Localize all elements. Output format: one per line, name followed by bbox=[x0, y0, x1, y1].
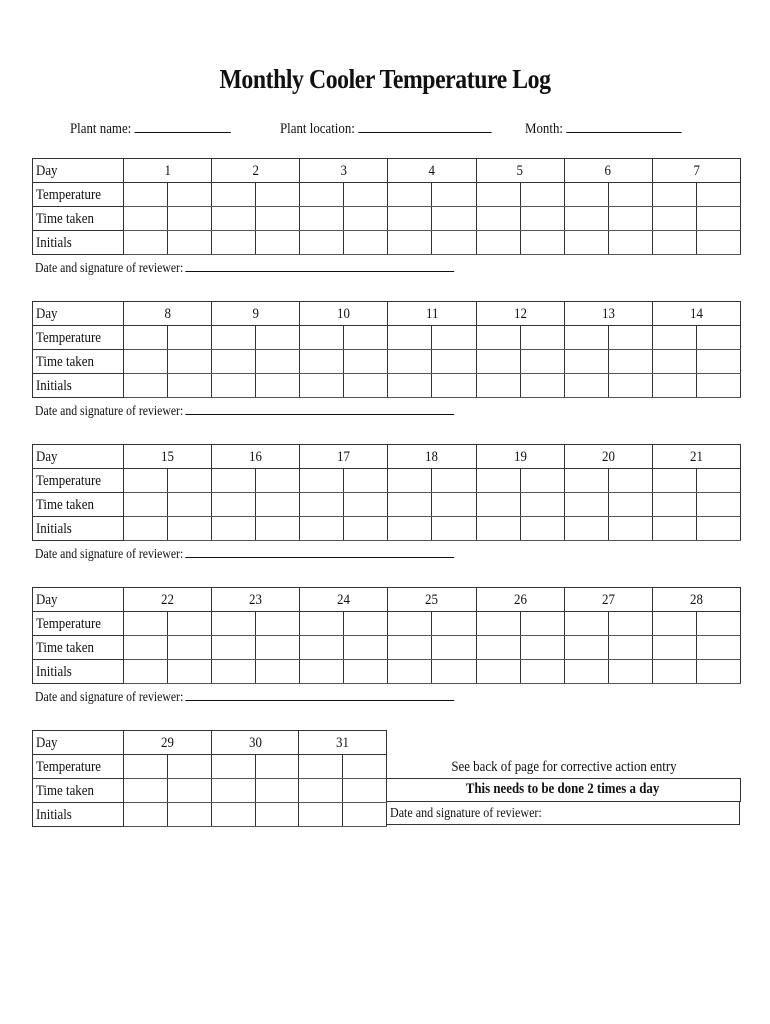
entry-cell[interactable] bbox=[564, 326, 608, 350]
entry-cell[interactable] bbox=[343, 779, 387, 803]
entry-cell[interactable] bbox=[388, 374, 432, 398]
entry-cell[interactable] bbox=[564, 374, 608, 398]
entry-cell[interactable] bbox=[300, 231, 344, 255]
entry-cell[interactable] bbox=[256, 350, 300, 374]
row-initials bbox=[33, 374, 741, 398]
entry-cell[interactable] bbox=[652, 493, 696, 517]
row-label: Initials bbox=[33, 374, 124, 398]
entry-cell[interactable] bbox=[212, 207, 256, 231]
entry-cell[interactable] bbox=[168, 183, 212, 207]
entry-cell[interactable] bbox=[256, 660, 300, 684]
entry-cell[interactable] bbox=[652, 660, 696, 684]
entry-cell[interactable] bbox=[696, 326, 740, 350]
corrective-action-note: See back of page for corrective action entry bbox=[386, 756, 741, 779]
entry-cell[interactable] bbox=[167, 755, 211, 779]
entry-cell[interactable] bbox=[696, 612, 740, 636]
day-number: 28 bbox=[652, 588, 740, 612]
row-label: Temperature bbox=[33, 612, 124, 636]
entry-cell[interactable] bbox=[476, 493, 520, 517]
entry-cell[interactable] bbox=[608, 636, 652, 660]
entry-cell[interactable] bbox=[124, 326, 168, 350]
entry-cell[interactable] bbox=[300, 374, 344, 398]
row-initials bbox=[33, 660, 741, 684]
row-day bbox=[33, 302, 741, 326]
plant-name-label: Plant name: bbox=[70, 121, 132, 137]
signature-line[interactable] bbox=[186, 259, 455, 272]
entry-cell[interactable] bbox=[255, 803, 299, 827]
reviewer-signature-field[interactable] bbox=[35, 402, 455, 420]
entry-cell[interactable] bbox=[608, 183, 652, 207]
entry-cell[interactable] bbox=[300, 517, 344, 541]
row-initials bbox=[33, 803, 387, 827]
row-label: Time taken bbox=[33, 493, 124, 517]
entry-cell[interactable] bbox=[476, 469, 520, 493]
day-number: 31 bbox=[299, 731, 387, 755]
entry-cell[interactable] bbox=[212, 183, 256, 207]
entry-cell[interactable] bbox=[520, 660, 564, 684]
entry-cell[interactable] bbox=[256, 636, 300, 660]
entry-cell[interactable] bbox=[344, 660, 388, 684]
month-blank[interactable] bbox=[566, 118, 681, 133]
entry-cell[interactable] bbox=[344, 493, 388, 517]
entry-cell[interactable] bbox=[300, 350, 344, 374]
entry-cell[interactable] bbox=[564, 517, 608, 541]
entry-cell[interactable] bbox=[212, 374, 256, 398]
entry-cell[interactable] bbox=[564, 469, 608, 493]
entry-cell[interactable] bbox=[696, 231, 740, 255]
signature-line[interactable] bbox=[186, 545, 455, 558]
entry-cell[interactable] bbox=[168, 231, 212, 255]
day-number: 10 bbox=[300, 302, 388, 326]
entry-cell[interactable] bbox=[432, 183, 476, 207]
week-table bbox=[32, 587, 741, 684]
row-label: Initials bbox=[33, 517, 124, 541]
signature-line[interactable] bbox=[186, 402, 455, 415]
row-label: Day bbox=[33, 731, 124, 755]
entry-cell[interactable] bbox=[388, 517, 432, 541]
row-label: Time taken bbox=[33, 350, 124, 374]
entry-cell[interactable] bbox=[168, 660, 212, 684]
row-temperature bbox=[33, 326, 741, 350]
entry-cell[interactable] bbox=[564, 350, 608, 374]
entry-cell[interactable] bbox=[564, 207, 608, 231]
entry-cell[interactable] bbox=[124, 231, 168, 255]
entry-cell[interactable] bbox=[168, 612, 212, 636]
row-day bbox=[33, 731, 387, 755]
row-label: Temperature bbox=[33, 183, 124, 207]
entry-cell[interactable] bbox=[696, 469, 740, 493]
day-number: 4 bbox=[388, 159, 476, 183]
entry-cell[interactable] bbox=[520, 517, 564, 541]
entry-cell[interactable] bbox=[168, 326, 212, 350]
entry-cell[interactable] bbox=[388, 350, 432, 374]
entry-cell[interactable] bbox=[476, 183, 520, 207]
entry-cell[interactable] bbox=[432, 231, 476, 255]
entry-cell[interactable] bbox=[124, 207, 168, 231]
entry-cell[interactable] bbox=[652, 374, 696, 398]
entry-cell[interactable] bbox=[300, 612, 344, 636]
entry-cell[interactable] bbox=[476, 207, 520, 231]
entry-cell[interactable] bbox=[344, 326, 388, 350]
entry-cell[interactable] bbox=[652, 231, 696, 255]
entry-cell[interactable] bbox=[300, 207, 344, 231]
entry-cell[interactable] bbox=[344, 350, 388, 374]
day-number: 15 bbox=[124, 445, 212, 469]
entry-cell[interactable] bbox=[388, 469, 432, 493]
entry-cell[interactable] bbox=[432, 326, 476, 350]
entry-cell[interactable] bbox=[388, 326, 432, 350]
row-label: Day bbox=[33, 302, 124, 326]
entry-cell[interactable] bbox=[388, 636, 432, 660]
day-number: 1 bbox=[124, 159, 212, 183]
entry-cell[interactable] bbox=[255, 779, 299, 803]
entry-cell[interactable] bbox=[476, 636, 520, 660]
final-reviewer-field[interactable]: Date and signature of reviewer: bbox=[386, 802, 740, 825]
entry-cell[interactable] bbox=[344, 517, 388, 541]
entry-cell[interactable] bbox=[300, 326, 344, 350]
entry-cell[interactable] bbox=[168, 374, 212, 398]
entry-cell[interactable] bbox=[520, 350, 564, 374]
entry-cell[interactable] bbox=[564, 636, 608, 660]
entry-cell[interactable] bbox=[652, 207, 696, 231]
plant-location-field[interactable] bbox=[280, 118, 491, 138]
day-number: 14 bbox=[652, 302, 740, 326]
month-field[interactable] bbox=[525, 118, 681, 138]
entry-cell[interactable] bbox=[299, 803, 343, 827]
reviewer-label: Date and signature of reviewer: bbox=[35, 690, 184, 705]
row-label: Temperature bbox=[33, 755, 124, 779]
day-number: 30 bbox=[211, 731, 299, 755]
plant-name-field[interactable] bbox=[70, 118, 231, 138]
entry-cell[interactable] bbox=[652, 183, 696, 207]
entry-cell[interactable] bbox=[608, 326, 652, 350]
entry-cell[interactable] bbox=[168, 493, 212, 517]
row-time-taken bbox=[33, 493, 741, 517]
week-table bbox=[32, 730, 387, 827]
entry-cell[interactable] bbox=[344, 469, 388, 493]
entry-cell[interactable] bbox=[432, 517, 476, 541]
entry-cell[interactable] bbox=[124, 469, 168, 493]
row-time-taken bbox=[33, 207, 741, 231]
entry-cell[interactable] bbox=[476, 326, 520, 350]
entry-cell[interactable] bbox=[212, 231, 256, 255]
entry-cell[interactable] bbox=[696, 183, 740, 207]
row-initials bbox=[33, 231, 741, 255]
entry-cell[interactable] bbox=[300, 636, 344, 660]
day-number: 20 bbox=[564, 445, 652, 469]
entry-cell[interactable] bbox=[696, 374, 740, 398]
entry-cell[interactable] bbox=[388, 612, 432, 636]
entry-cell[interactable] bbox=[256, 469, 300, 493]
entry-cell[interactable] bbox=[212, 493, 256, 517]
day-number: 13 bbox=[564, 302, 652, 326]
entry-cell[interactable] bbox=[520, 231, 564, 255]
day-number: 23 bbox=[212, 588, 300, 612]
entry-cell[interactable] bbox=[696, 517, 740, 541]
entry-cell[interactable] bbox=[476, 517, 520, 541]
entry-cell[interactable] bbox=[608, 374, 652, 398]
day-number: 12 bbox=[476, 302, 564, 326]
entry-cell[interactable] bbox=[168, 517, 212, 541]
entry-cell[interactable] bbox=[520, 374, 564, 398]
plant-location-label: Plant location: bbox=[280, 121, 355, 137]
entry-cell[interactable] bbox=[124, 636, 168, 660]
entry-cell[interactable] bbox=[696, 493, 740, 517]
day-number: 8 bbox=[124, 302, 212, 326]
day-number: 11 bbox=[388, 302, 476, 326]
entry-cell[interactable] bbox=[124, 779, 168, 803]
entry-cell[interactable] bbox=[343, 803, 387, 827]
row-label: Initials bbox=[33, 660, 124, 684]
row-label: Temperature bbox=[33, 469, 124, 493]
entry-cell[interactable] bbox=[652, 326, 696, 350]
day-number: 7 bbox=[652, 159, 740, 183]
row-label: Initials bbox=[33, 231, 124, 255]
reviewer-signature-field[interactable] bbox=[35, 688, 455, 706]
entry-cell[interactable] bbox=[696, 636, 740, 660]
day-number: 18 bbox=[388, 445, 476, 469]
entry-cell[interactable] bbox=[608, 660, 652, 684]
row-temperature bbox=[33, 612, 741, 636]
reviewer-label: Date and signature of reviewer: bbox=[35, 261, 184, 276]
row-label: Initials bbox=[33, 803, 124, 827]
entry-cell[interactable] bbox=[168, 636, 212, 660]
week-table bbox=[32, 158, 741, 255]
entry-cell[interactable] bbox=[124, 755, 168, 779]
entry-cell[interactable] bbox=[696, 207, 740, 231]
entry-cell[interactable] bbox=[168, 350, 212, 374]
entry-cell[interactable] bbox=[344, 231, 388, 255]
row-label: Day bbox=[33, 159, 124, 183]
reviewer-label: Date and signature of reviewer: bbox=[35, 547, 184, 562]
entry-cell[interactable] bbox=[388, 207, 432, 231]
entry-cell[interactable] bbox=[300, 493, 344, 517]
row-label: Day bbox=[33, 588, 124, 612]
entry-cell[interactable] bbox=[300, 469, 344, 493]
plant-name-blank[interactable] bbox=[135, 118, 231, 133]
entry-cell[interactable] bbox=[124, 517, 168, 541]
entry-cell[interactable] bbox=[564, 183, 608, 207]
entry-cell[interactable] bbox=[256, 231, 300, 255]
entry-cell[interactable] bbox=[344, 207, 388, 231]
day-number: 25 bbox=[388, 588, 476, 612]
entry-cell[interactable] bbox=[652, 612, 696, 636]
entry-cell[interactable] bbox=[652, 636, 696, 660]
entry-cell[interactable] bbox=[520, 326, 564, 350]
row-label: Day bbox=[33, 445, 124, 469]
day-number: 27 bbox=[564, 588, 652, 612]
entry-cell[interactable] bbox=[212, 350, 256, 374]
entry-cell[interactable] bbox=[476, 612, 520, 636]
row-temperature bbox=[33, 755, 387, 779]
entry-cell[interactable] bbox=[432, 660, 476, 684]
day-number: 2 bbox=[212, 159, 300, 183]
entry-cell[interactable] bbox=[608, 493, 652, 517]
entry-cell[interactable] bbox=[256, 612, 300, 636]
entry-cell[interactable] bbox=[564, 231, 608, 255]
entry-cell[interactable] bbox=[167, 803, 211, 827]
entry-cell[interactable] bbox=[520, 612, 564, 636]
entry-cell[interactable] bbox=[124, 350, 168, 374]
entry-cell[interactable] bbox=[520, 636, 564, 660]
entry-cell[interactable] bbox=[476, 350, 520, 374]
day-number: 24 bbox=[300, 588, 388, 612]
row-time-taken bbox=[33, 636, 741, 660]
entry-cell[interactable] bbox=[256, 517, 300, 541]
entry-cell[interactable] bbox=[388, 660, 432, 684]
entry-cell[interactable] bbox=[432, 493, 476, 517]
entry-cell[interactable] bbox=[476, 231, 520, 255]
entry-cell[interactable] bbox=[168, 469, 212, 493]
entry-cell[interactable] bbox=[168, 207, 212, 231]
row-time-taken bbox=[33, 350, 741, 374]
row-day bbox=[33, 159, 741, 183]
entry-cell[interactable] bbox=[564, 612, 608, 636]
entry-cell[interactable] bbox=[608, 350, 652, 374]
entry-cell[interactable] bbox=[212, 469, 256, 493]
signature-line[interactable] bbox=[186, 688, 455, 701]
entry-cell[interactable] bbox=[344, 374, 388, 398]
entry-cell[interactable] bbox=[299, 755, 343, 779]
entry-cell[interactable] bbox=[300, 660, 344, 684]
reviewer-label: Date and signature of reviewer: bbox=[35, 404, 184, 419]
entry-cell[interactable] bbox=[211, 803, 255, 827]
entry-cell[interactable] bbox=[212, 636, 256, 660]
row-temperature bbox=[33, 469, 741, 493]
row-label: Temperature bbox=[33, 326, 124, 350]
entry-cell[interactable] bbox=[167, 779, 211, 803]
entry-cell[interactable] bbox=[388, 183, 432, 207]
entry-cell[interactable] bbox=[256, 207, 300, 231]
week-table bbox=[32, 444, 741, 541]
day-number: 21 bbox=[652, 445, 740, 469]
entry-cell[interactable] bbox=[255, 755, 299, 779]
row-time-taken bbox=[33, 779, 387, 803]
row-temperature bbox=[33, 183, 741, 207]
entry-cell[interactable] bbox=[432, 207, 476, 231]
row-initials bbox=[33, 517, 741, 541]
entry-cell[interactable] bbox=[124, 803, 168, 827]
entry-cell[interactable] bbox=[432, 350, 476, 374]
entry-cell[interactable] bbox=[300, 183, 344, 207]
row-label: Time taken bbox=[33, 779, 124, 803]
entry-cell[interactable] bbox=[520, 469, 564, 493]
entry-cell[interactable] bbox=[388, 231, 432, 255]
entry-cell[interactable] bbox=[432, 636, 476, 660]
entry-cell[interactable] bbox=[696, 660, 740, 684]
entry-cell[interactable] bbox=[432, 612, 476, 636]
day-number: 6 bbox=[564, 159, 652, 183]
entry-cell[interactable] bbox=[344, 636, 388, 660]
row-day bbox=[33, 445, 741, 469]
day-number: 26 bbox=[476, 588, 564, 612]
entry-cell[interactable] bbox=[608, 207, 652, 231]
entry-cell[interactable] bbox=[299, 779, 343, 803]
entry-cell[interactable] bbox=[124, 374, 168, 398]
day-number: 16 bbox=[212, 445, 300, 469]
entry-cell[interactable] bbox=[520, 493, 564, 517]
entry-cell[interactable] bbox=[211, 779, 255, 803]
entry-cell[interactable] bbox=[608, 612, 652, 636]
entry-cell[interactable] bbox=[608, 517, 652, 541]
entry-cell[interactable] bbox=[564, 660, 608, 684]
entry-cell[interactable] bbox=[608, 469, 652, 493]
entry-cell[interactable] bbox=[432, 469, 476, 493]
entry-cell[interactable] bbox=[476, 660, 520, 684]
entry-cell[interactable] bbox=[520, 183, 564, 207]
entry-cell[interactable] bbox=[344, 183, 388, 207]
entry-cell[interactable] bbox=[388, 493, 432, 517]
entry-cell[interactable] bbox=[652, 517, 696, 541]
reviewer-signature-field[interactable] bbox=[35, 259, 455, 277]
entry-cell[interactable] bbox=[256, 183, 300, 207]
row-label: Time taken bbox=[33, 636, 124, 660]
entry-cell[interactable] bbox=[212, 326, 256, 350]
entry-cell[interactable] bbox=[343, 755, 387, 779]
entry-cell[interactable] bbox=[212, 660, 256, 684]
entry-cell[interactable] bbox=[344, 612, 388, 636]
entry-cell[interactable] bbox=[432, 374, 476, 398]
entry-cell[interactable] bbox=[212, 612, 256, 636]
day-number: 9 bbox=[212, 302, 300, 326]
plant-location-blank[interactable] bbox=[358, 118, 491, 133]
entry-cell[interactable] bbox=[256, 374, 300, 398]
entry-cell[interactable] bbox=[124, 660, 168, 684]
day-number: 3 bbox=[300, 159, 388, 183]
day-number: 17 bbox=[300, 445, 388, 469]
entry-cell[interactable] bbox=[124, 183, 168, 207]
page-title: Monthly Cooler Temperature Log bbox=[219, 64, 551, 94]
month-label: Month: bbox=[525, 121, 564, 137]
entry-cell[interactable] bbox=[564, 493, 608, 517]
entry-cell[interactable] bbox=[476, 374, 520, 398]
entry-cell[interactable] bbox=[256, 326, 300, 350]
week-table bbox=[32, 301, 741, 398]
entry-cell[interactable] bbox=[652, 469, 696, 493]
entry-cell[interactable] bbox=[696, 350, 740, 374]
day-number: 22 bbox=[124, 588, 212, 612]
day-number: 29 bbox=[124, 731, 212, 755]
entry-cell[interactable] bbox=[211, 755, 255, 779]
day-number: 19 bbox=[476, 445, 564, 469]
frequency-note: This needs to be done 2 times a day bbox=[386, 778, 741, 802]
row-label: Time taken bbox=[33, 207, 124, 231]
entry-cell[interactable] bbox=[124, 493, 168, 517]
entry-cell[interactable] bbox=[608, 231, 652, 255]
day-number: 5 bbox=[476, 159, 564, 183]
entry-cell[interactable] bbox=[212, 517, 256, 541]
row-day bbox=[33, 588, 741, 612]
entry-cell[interactable] bbox=[256, 493, 300, 517]
entry-cell[interactable] bbox=[124, 612, 168, 636]
entry-cell[interactable] bbox=[520, 207, 564, 231]
reviewer-signature-field[interactable] bbox=[35, 545, 455, 563]
entry-cell[interactable] bbox=[652, 350, 696, 374]
